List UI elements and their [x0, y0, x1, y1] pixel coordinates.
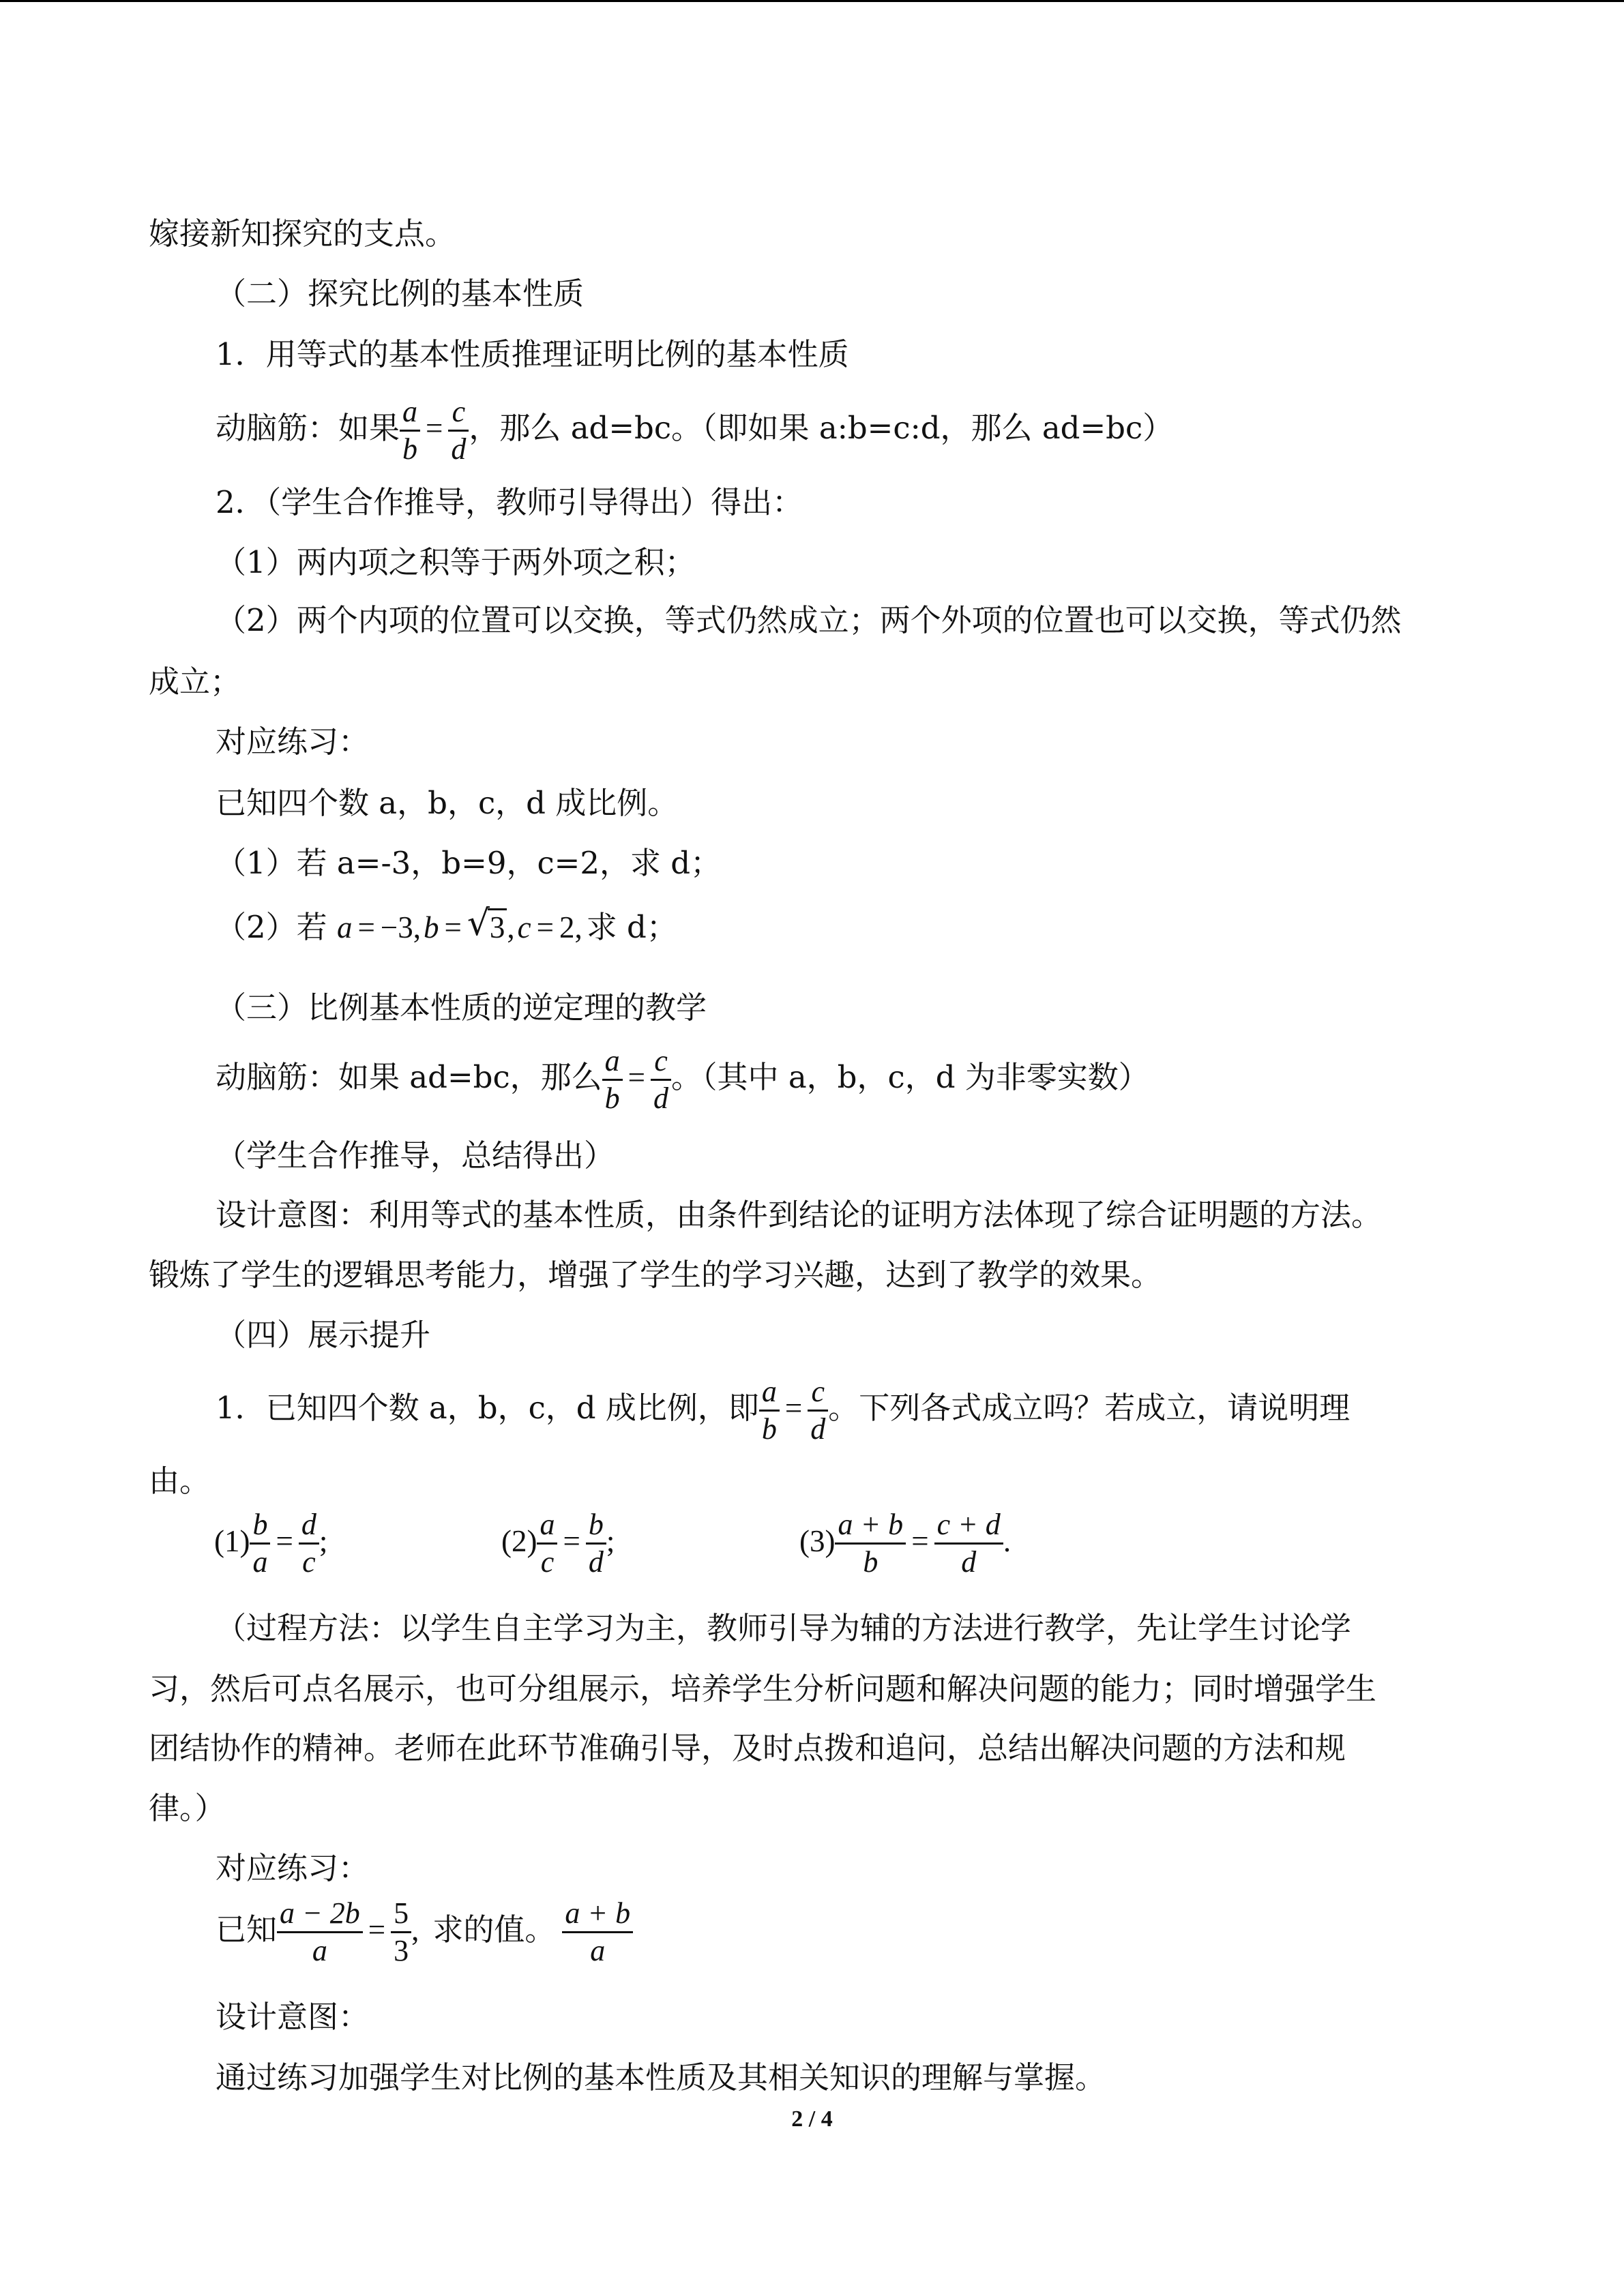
line-text: 动脑筋：如果 ad=bc，那么: [216, 1059, 602, 1095]
text-line: [216, 334, 849, 375]
line-text: 嫁接新知探究的支点。: [149, 215, 456, 252]
line-text: 习，然后可点名展示，也可分组展示，培养学生分析问题和解决问题的能力；同时增强学生: [149, 1671, 1377, 1707]
line-text: （三）比例基本性质的逆定理的教学: [216, 989, 707, 1026]
text-line: [216, 1608, 1351, 1649]
list-item: [216, 600, 1402, 641]
line-text: ，那么 ad=bc。（即如果 a:b=c:d，那么 ad=bc）: [469, 410, 1174, 446]
text-line: [216, 783, 678, 824]
fraction-a-over-b: $\frac{a}{b}$: [602, 1043, 623, 1116]
text-line: [149, 1728, 1346, 1769]
line-text: 2．（学生合作推导，教师引导得出）得出：: [216, 484, 803, 520]
line-text: 设计意图：: [216, 1999, 370, 2035]
line-text: （四）展示提升: [216, 1317, 431, 1353]
section-heading: [216, 273, 584, 314]
text-line: [149, 661, 241, 702]
line-text: 1．已知四个数 a，b，c，d 成比例，即: [216, 1390, 759, 1426]
exercise-line: 已知 $\frac{a - 2b}{a}$ = $\frac{5}{3}$ , 求的值。 $\frac{a + b}{a}$: [216, 1896, 633, 1969]
text-line: [216, 1374, 1350, 1447]
list-item: [216, 843, 721, 884]
page-top-border: [0, 0, 1624, 2]
fraction: $\frac{a + b}{a}$: [562, 1896, 633, 1969]
text-line: [149, 213, 456, 254]
line-text: 对应练习：: [216, 724, 370, 760]
equals-sign: =: [628, 1060, 646, 1094]
text-line: [216, 2057, 1106, 2098]
line-text: 。（其中 a，b，c，d 为非零实数）: [671, 1059, 1149, 1095]
line-text: 。下列各式成立吗？若成立，请说明理: [828, 1390, 1350, 1426]
line-text: 求 d；: [586, 909, 677, 945]
fraction: $\frac{a}{c}$: [537, 1507, 557, 1580]
fraction-c-over-d: $\frac{c}{d}$: [651, 1043, 671, 1116]
fraction-c-over-d: $\frac{c}{d}$: [448, 394, 469, 467]
fraction: $\frac{a + b}{b}$: [835, 1507, 906, 1580]
text-line: [216, 1043, 1149, 1116]
line-text: 1．用等式的基本性质推理证明比例的基本性质: [216, 336, 849, 372]
fraction: $\frac{b}{d}$: [586, 1507, 606, 1580]
line-text: 设计意图：利用等式的基本性质，由条件到结论的证明方法体现了综合证明题的方法。: [216, 1197, 1383, 1233]
page-number: 2 / 4: [791, 2106, 833, 2132]
fraction: $\frac{5}{3}$: [391, 1896, 411, 1969]
line-text: 团结协作的精神。老师在此环节准确引导，及时点拨和追问，总结出解决问题的方法和规: [149, 1730, 1346, 1766]
line-text: 已知四个数 a，b，c，d 成比例。: [216, 785, 679, 821]
line-text: 求的值。: [432, 1911, 556, 1948]
line-text: （2）若: [216, 909, 327, 945]
fraction: $\frac{b}{a}$: [250, 1507, 270, 1580]
fraction: $\frac{c + d}{d}$: [934, 1507, 1003, 1580]
line-text: 已知: [216, 1911, 278, 1948]
text-line: [216, 1195, 1382, 1236]
line-text: 对应练习：: [216, 1850, 370, 1886]
text-line: [149, 1669, 1376, 1710]
line-text: （1）两内项之积等于两外项之积；: [216, 544, 696, 580]
line-text: （学生合作推导，总结得出）: [216, 1137, 615, 1174]
line-text: （2）两个内项的位置可以交换，等式仍然成立；两个外项的位置也可以交换，等式仍然: [216, 602, 1402, 638]
text-line: [216, 394, 1173, 467]
text-line: [216, 1848, 369, 1889]
line-text: 通过练习加强学生对比例的基本性质及其相关知识的理解与掌握。: [216, 2059, 1106, 2096]
line-text: 律。）: [149, 1790, 226, 1826]
text-line: [149, 1461, 210, 1502]
text-line: [149, 1255, 1162, 1296]
line-text: （过程方法：以学生自主学习为主，教师引导为辅的方法进行教学，先让学生讨论学: [216, 1610, 1352, 1646]
line-text: 成立；: [149, 664, 241, 700]
equals-sign: =: [426, 411, 443, 445]
fraction: $\frac{d}{c}$: [299, 1507, 319, 1580]
sqrt-expression: √ 3: [467, 907, 507, 948]
line-text: 由。: [149, 1463, 211, 1499]
math-var: a: [336, 910, 353, 944]
line-text: （二）探究比例的基本性质: [216, 275, 585, 312]
equals-sign: =: [784, 1391, 803, 1425]
line-text: 动脑筋：如果: [216, 410, 400, 446]
text-line: [216, 1135, 615, 1176]
fraction-c-over-d: $\frac{c}{d}$: [808, 1374, 828, 1447]
text-line: [216, 482, 803, 523]
equation-item-1: (1) $\frac{b}{a}$ = $\frac{d}{c}$ ;: [214, 1508, 328, 1579]
list-item: [216, 542, 696, 583]
text-line: [149, 1788, 226, 1829]
text-line: [216, 1997, 369, 2038]
fraction: $\frac{a - 2b}{a}$: [277, 1896, 363, 1969]
fraction-a-over-b: $\frac{a}{b}$: [400, 394, 420, 467]
text-line: [216, 721, 369, 762]
line-text: （1）若 a=-3，b=9，c=2，求 d；: [216, 845, 722, 881]
equation-item-2: (2) $\frac{a}{c}$ = $\frac{b}{d}$ ;: [501, 1508, 615, 1579]
equation-item-3: (3) $\frac{a + b}{b}$ = $\frac{c + d}{d}$ .: [799, 1508, 1012, 1579]
line-text: 锻炼了学生的逻辑思考能力，增强了学生的学习兴趣，达到了教学的效果。: [149, 1257, 1162, 1293]
section-heading: [216, 987, 707, 1028]
fraction-a-over-b: $\frac{a}{b}$: [759, 1374, 780, 1447]
list-item: （2）若 a = −3,b = √ 3,c = 2, 求 d；: [216, 907, 677, 948]
section-heading: [216, 1315, 430, 1356]
